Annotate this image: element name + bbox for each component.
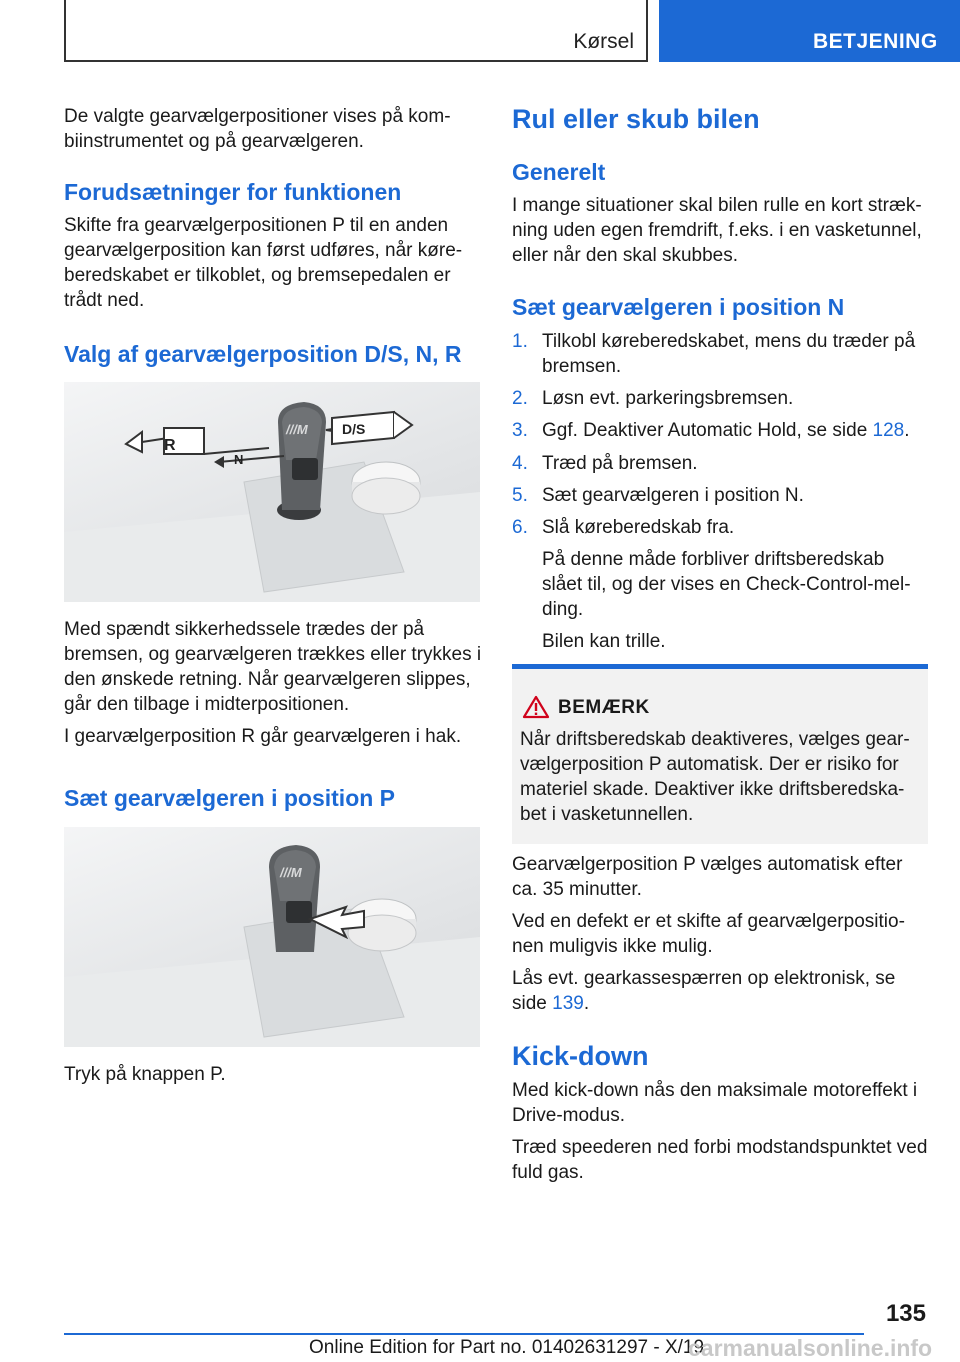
list-number: 2. [512, 388, 528, 409]
page-link-128[interactable]: 128 [872, 420, 905, 441]
list-number: 3. [512, 420, 528, 441]
m-logo-2: ///M [280, 865, 302, 880]
general-paragraph: I mange situationer skal bilen rulle en kort strækning uden egen fremdrift, f.eks. i en vasketunnel, eller når den skal skubbes. [512, 195, 922, 266]
unlock-paragraph: Lås evt. gearkassespærren op elektronisk, se side 139. [512, 968, 896, 1014]
heading-position-n: Sæt gearvælgeren i position N [512, 294, 845, 320]
m-logo-1: ///M [286, 422, 308, 437]
heading-select-position: Valg af gearvælgerposition D/S, N, R [64, 341, 462, 367]
label-r: R [164, 437, 176, 454]
watermark: carmanualsonline.info [688, 1335, 933, 1361]
prerequisites-paragraph: Skifte fra gearvælgerpositionen P til en anden gearvælgerposition kan først udføres, når køreberedskabet er tilkoblet, og bremsepedalen er trådt ned. [64, 215, 463, 311]
select-paragraph-2: I gearvælgerposition R går gearvælgeren i hak. [64, 726, 462, 747]
label-n: N [234, 452, 244, 467]
list-number: 6. [512, 517, 528, 538]
gear-selector-illustration-2 [64, 827, 480, 1047]
notice-box [512, 664, 928, 844]
footer-edition: Online Edition for Part no. 01402631297 - X/19 [309, 1337, 705, 1358]
notice-title: BEMÆRK [558, 697, 650, 718]
kick-paragraph-1: Med kick-down nås den maksimale motoreffekt i Drive-modus. [512, 1080, 918, 1126]
heading-general: Generelt [512, 159, 606, 185]
list-number: 1. [512, 331, 528, 352]
defect-paragraph: Ved en defekt er et skifte af gearvælgerpositionen muligvis ikke mulig. [512, 911, 905, 957]
header-chapter-label: BETJENING [813, 30, 938, 53]
label-ds: D/S [342, 421, 366, 437]
header-section-tab [64, 0, 648, 62]
list-number: 5. [512, 485, 528, 506]
intro-paragraph: De valgte gearvælgerpositioner vises på kombiinstrumentet og på gearvælgeren. [64, 106, 451, 152]
warning-triangle-icon [522, 695, 550, 719]
page-link-139[interactable]: 139 [552, 993, 584, 1014]
gear-selector-drawing [64, 382, 480, 602]
header-chapter-tab [659, 0, 960, 62]
heading-roll-push: Rul eller skub bilen [512, 104, 760, 134]
heading-prerequisites: Forudsætninger for funktionen [64, 179, 402, 205]
header-section-label: Kørsel [573, 30, 634, 53]
gear-selector-illustration-1 [64, 382, 480, 602]
press-p-paragraph: Tryk på knappen P. [64, 1064, 226, 1085]
heading-kick-down: Kick-down [512, 1041, 649, 1071]
page-number: 135 [885, 1300, 926, 1327]
park-button-drawing [64, 827, 480, 1047]
auto-p-paragraph: Gearvælgerposition P vælges automatisk efter ca. 35 minutter. [512, 854, 903, 900]
list-number: 4. [512, 453, 528, 474]
select-paragraph-1: Med spændt sikkerhedssele trædes der på bremsen, og gearvælgeren trækkes eller trykkes i den ønskede retning. Når gearvælgeren slippes, går den tilbage i midterpositionen. [64, 619, 482, 715]
kick-paragraph-2: Træd speederen ned forbi modstandspunktet ved fuld gas. [512, 1137, 928, 1183]
notice-body: Når driftsberedskab deaktiveres, vælges gearvælgerposition P automatisk. Der er risiko for materiel skade. Deaktiver ikke driftsberedskabet i vasketunnellen. [520, 729, 910, 825]
heading-position-p: Sæt gearvælgeren i position P [64, 785, 396, 811]
